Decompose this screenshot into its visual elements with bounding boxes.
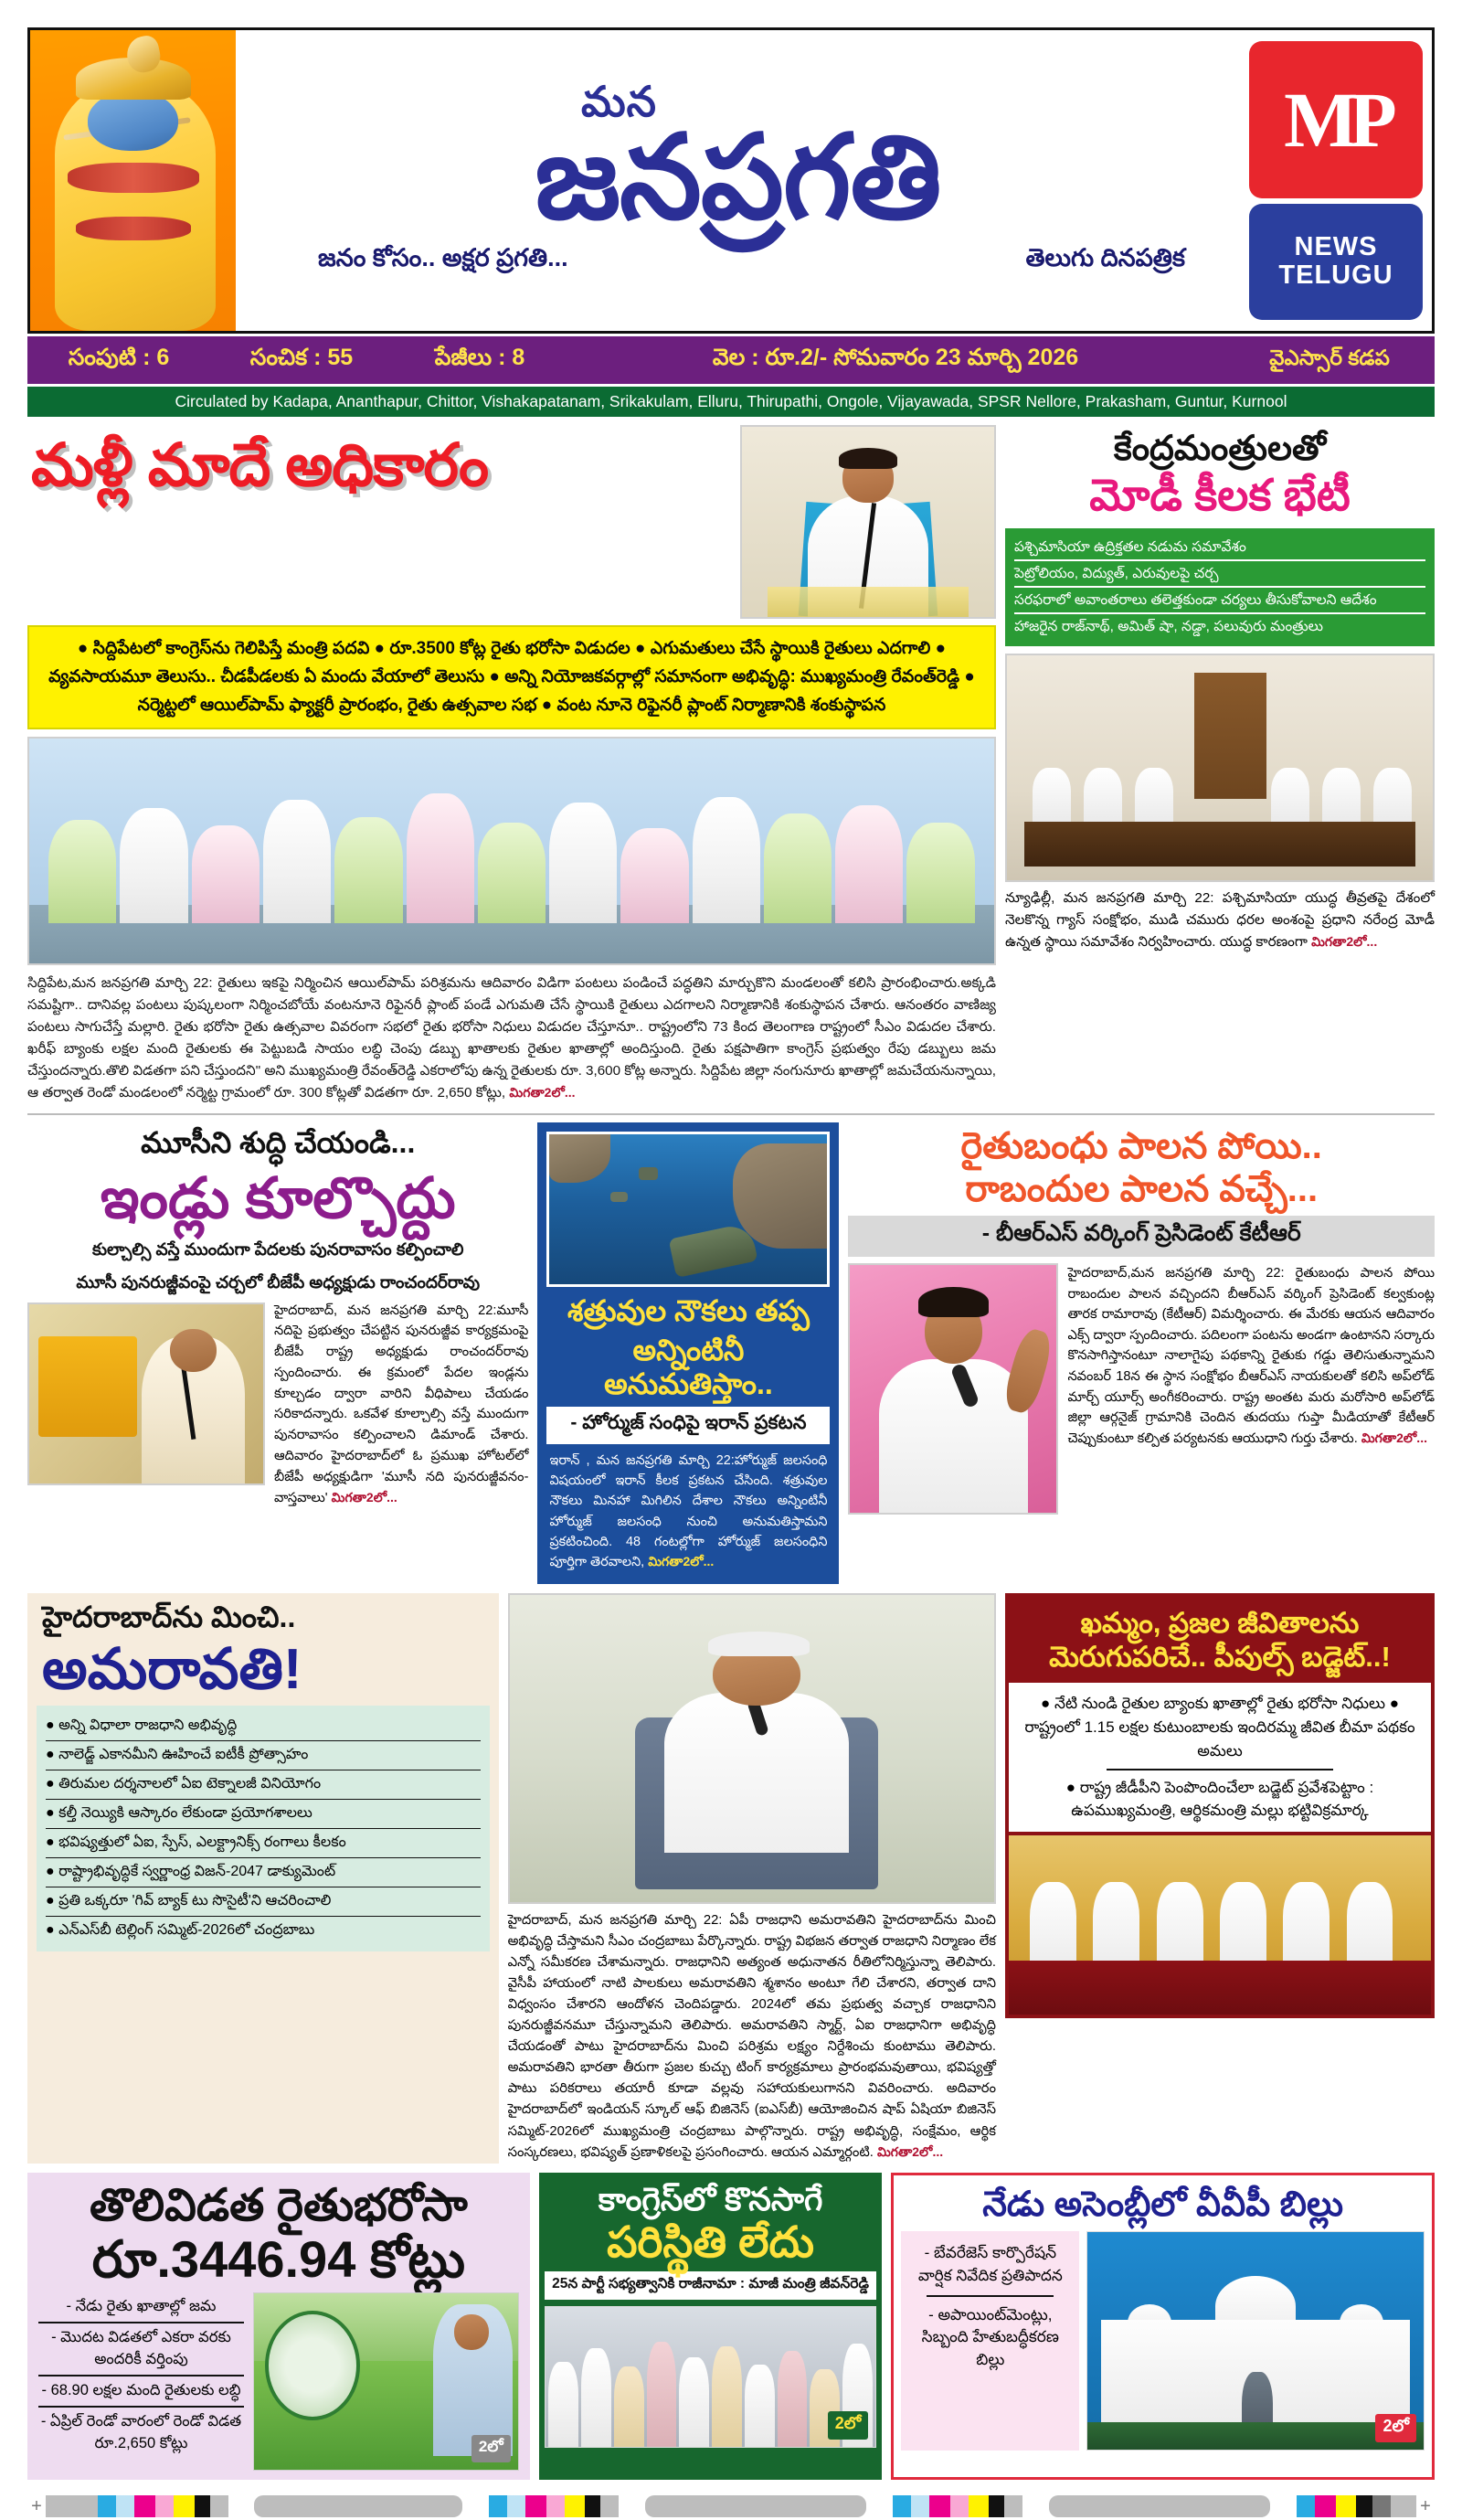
ktr-tagline: - బీఆర్ఎస్ వర్కింగ్ ప్రెసిడెంట్ కేటీఆర్ xyxy=(848,1216,1435,1257)
amaravati-headline: అమరావతి! xyxy=(42,1637,302,1701)
lead-headline: మళ్లీ మాదే అధికారం xyxy=(31,431,489,498)
band-four xyxy=(27,2173,1435,2480)
logo-news-line2: TELUGU xyxy=(1278,261,1393,291)
iran-continued-label[interactable]: మిగతా2లో... xyxy=(648,1554,715,1569)
modi-headline: మోడీ కీలక భేటీ xyxy=(1089,471,1351,520)
iran-tagline: - హోర్ముజ్ సంధిపై ఇరాన్ ప్రకటన xyxy=(546,1407,830,1444)
ktr-headline-line1: రైతుబంధు పాలన పోయి.. xyxy=(960,1126,1322,1167)
masthead-title-zone xyxy=(236,30,1240,331)
musi-headline: ఇండ్లు కూల్చొద్దు xyxy=(100,1167,456,1231)
lead-continued-label[interactable]: మిగతా2లో... xyxy=(509,1085,576,1101)
logo-mark-box xyxy=(1249,41,1423,198)
circulation-bar: Circulated by Kadapa, Ananthapur, Chittor, Vishakapatanam, Srikakulam, Elluru, Thirupathi, Ongole, Vijayawada, SPSR Nellore, Prakasham, Guntur, Kurnool xyxy=(27,387,1435,417)
masthead-tagline-left: జనం కోసం.. అక్షర ప్రగతి... xyxy=(318,243,568,271)
registration-cross-icon: + xyxy=(31,2495,42,2516)
chandrababu-column xyxy=(508,1593,996,2164)
amaravati-bullets xyxy=(37,1706,490,1951)
vvip-point: - బేవరేజెస్ కార్పొరేషన్ వార్షిక నివేదిక ప్రతిపాదన xyxy=(917,2244,1063,2285)
musi-subhead-2: మూసీ పునరుజ్జీవంపై చర్చలో బీజేపీ అధ్యక్షుడు రాంచందర్‌రావు xyxy=(76,1271,481,1292)
khammam-photo xyxy=(1009,1832,1431,2015)
amaravati-bullet: ● నాలెడ్జ్ ఎకానమీని ఊహించే ఐటీకీ ప్రోత్సాహం xyxy=(46,1741,481,1770)
amaravati-bullet: ● ఎన్‌ఎస్‌బీ టెల్లింగ్ సమ్మిట్-2026లో చంద్రబాబు xyxy=(46,1922,315,1939)
iran-ship-photo xyxy=(546,1132,830,1287)
pages-label: పేజీలు : 8 xyxy=(434,344,525,370)
logo-news-line1: NEWS xyxy=(1294,232,1378,262)
raithu-point: - మొదట విడతలో ఎకరా వరకు అందరికీ వర్తింపు xyxy=(38,2323,244,2376)
masthead-title: జనప్రగతి xyxy=(535,112,941,244)
amaravati-kicker: హైదరాబాద్‌ను మించి.. xyxy=(42,1600,296,1633)
modi-point: పెట్రోలియం, విద్యుత్, ఎరువులపై చర్చ xyxy=(1014,561,1425,588)
masthead xyxy=(27,27,1435,334)
musi-photo-ramchander xyxy=(27,1303,265,1485)
logo-news-box xyxy=(1249,204,1423,320)
masthead-logo xyxy=(1240,30,1432,331)
khammam-points xyxy=(1009,1683,1431,1832)
vvip-points xyxy=(901,2231,1079,2451)
band-three xyxy=(27,1593,1435,2164)
modi-point: సరఫరాలో అవాంతరాలు తలెత్తకుండా చర్యలు తీసుకోవాలని ఆదేశం xyxy=(1014,588,1425,614)
raithu-page-badge[interactable]: 2లో xyxy=(471,2435,511,2462)
lead-photo-group xyxy=(27,737,996,965)
masthead-tagline-right: తెలుగు దినపత్రిక xyxy=(1025,243,1185,271)
khammam-story xyxy=(1005,1593,1435,2164)
amaravati-bullet: ● భవిష్యత్తులో ఏఐ, స్పేస్, ఎలక్ట్రానిక్స్ రంగాలు కీలకం xyxy=(46,1829,481,1858)
raithu-photo xyxy=(253,2292,519,2471)
amaravati-bullet: ● అన్ని విధాలా రాజధాని అభివృద్ధి xyxy=(46,1712,481,1741)
band-two xyxy=(27,1113,1435,1583)
raithu-points xyxy=(38,2292,244,2471)
price-date-label: వెల : రూ.2/- సోమవారం 23 మార్చి 2026 xyxy=(712,344,1079,370)
raithu-headline: తొలివిడత రైతుభరోసా xyxy=(90,2180,468,2230)
iran-headline-line2: అన్నింటినీ అనుమతిస్తాం.. xyxy=(604,1334,773,1400)
ktr-photo xyxy=(848,1263,1058,1515)
congress-headline-line2: పరిస్థితి లేదు xyxy=(607,2217,814,2266)
congress-headline-line1: కాంగ్రెస్‌లో కొనసాగే xyxy=(598,2181,823,2217)
amaravati-bullet: ● కల్తీ నెయ్యికి ఆస్కారం లేకుండా ప్రయోగశాలలు xyxy=(46,1800,481,1829)
assembly-photo xyxy=(1086,2231,1425,2451)
modi-story xyxy=(1005,425,1435,1104)
registration-cross-icon: + xyxy=(1420,2495,1431,2516)
amaravati-bullet: ● తిరుమల దర్శనాలలో ఏఐ టెక్నాలజీ వినియోగం xyxy=(46,1770,481,1800)
amaravati-body-text: హైదరాబాద్, మన జనప్రగతి మార్చి 22: ఏపీ రాజధాని అమరావతిని హైదరాబాద్‌ను మించి అభివృద్ధి చేస్తామని సీఎం చంద్రబాబు పేర్కొన్నారు. రాష్ట్ర విభజన తర్వాత రాజధాని నిర్మాణం లేక ఎన్నో సమీకరణ చేశామన్నారు. రాజధానిని అత్యంత అధునాతన రీతిలోనిర్మిస్తున్నా తెలిపారు. వైసీపీ హాయంలో నాటి పాలకులు అమరావతిని శ్మశానం అంటూ గేలి చేశారని, తర్వాత దాని విధ్వంసం చేశారని ఆందోళన చెందిపడ్డారు. 2024లో తమ ప్రభుత్వ వచ్చాక రాజధానిని పునరుజ్జీవనమూ చేస్తున్నామని తెలిపారు. అమరావతిని స్మార్ట్, ఏఐ రాజధానిగా అభివృద్ధి చేయడంతో పాటు హైదరాబాద్‌ను మించి పరిశ్రమ లక్ష్యం నిర్దేశించు కుంటాము తెలిపారు. అమరావతిని భారతా తీరుగా ప్రజల కుచ్చు టింగ్ కార్యక్రమాలు ప్రారంభమవుతాయి, భవిష్యత్తో పాటు పరికరాలు తయారీ కూడా వల్లవు సహాయకులుగానని వివరించారు. అదివారం హైదరాబాద్‌లో ఇండియన్ స్కూల్ ఆఫ్ బిజినెస్ (ఐఎస్‌బీ) ఆయోజించిన షాప్ ఏషియా బిజినెస్ సమ్మిట్-2026లో ముఖ్యమంత్రి చంద్రబాబు పాల్గొన్నారు. రాష్ట్ర అభివృద్ధి, సంక్షేమం, ఆర్థిక సంస్కరణలు, భవిష్యత్ ప్రణాళికలపై ప్రసంగించారు. ఆయన ఎమ్మార్గంటి. మిగతా2లో... xyxy=(507,1912,996,2160)
modi-photo xyxy=(1005,654,1435,882)
vvip-bill-story xyxy=(891,2173,1435,2480)
krishna-illustration xyxy=(30,30,236,331)
issue-label: సంచిక : 55 xyxy=(249,344,354,370)
ktr-body-text: హైదరాబాద్,మన జనప్రగతి మార్చి 22: రైతుబంధు పాలన పోయి రాబందుల పాలన వచ్చిందని బీఆర్ఎస్ వర్కింగ్ ప్రెసిడెంట్ కల్వకుంట్ల తారక రామారావు (కేటీఆర్) విమర్శించారు. ఈ మేరకు ఆయన ఆదివారం ఎక్స్ ద్వారా స్పందించారు. పదిలంగా పంటను అండగా ఉంటానని సర్కారు కొనసాగిస్తానంటూ నాలాగైపు పథకాన్ని రైతుకు గడ్డు తెలిసుతున్నామని నవంబర్ 18న ఈ స్థాన సంక్షోభం బీఆర్ఎస్ నాయకులతో కలిసి అప్‌లోడ్ మార్చ్ యూర్స్ అంగీకరించారు. రాష్ట్ర అంతట మరు మరోసారి అప్‌లోడ్ జిల్లా ఆర్గనైజ్ గ్రామానికి చెందిన తుదయు గుప్తా మీడియాతో కేటీఆర్ చెప్పుకుంటూ కల్పిత పర్యటనకు ఆయుధాని గుర్తు చేశారు. మిగతా2లో... xyxy=(1067,1265,1435,1446)
ktr-headline-line2: రాబందుల పాలన వచ్చే... xyxy=(965,1169,1319,1210)
info-bar xyxy=(27,336,1435,384)
band-lead xyxy=(27,425,1435,1104)
amaravati-continued-label[interactable]: మిగతా2లో... xyxy=(877,2143,944,2159)
lead-photo-revanth xyxy=(740,425,996,619)
congress-photo xyxy=(545,2306,877,2448)
raithu-point: - నేడు రైతు ఖాతాల్లో జమ xyxy=(38,2292,244,2323)
amaravati-bullet: ● రాష్ట్రాభివృద్ధికే స్వర్ణాంధ్ర విజన్-2047 డాక్యుమెంట్ xyxy=(46,1858,481,1887)
khammam-headline: ఖమ్మం, ప్రజల జీవితాలను మెరుగుపరిచే.. పీపుల్స్ బడ్జెట్..! xyxy=(1009,1597,1431,1683)
raithu-point: - 68.90 లక్షల మంది రైతులకు లబ్ధి xyxy=(38,2376,244,2408)
chandrababu-photo xyxy=(508,1593,996,1904)
iran-story xyxy=(537,1122,839,1583)
amaravati-bullet: ● ప్రతి ఒక్కరూ 'గివ్ బ్యాక్ టు సొసైటీ'ని ఆచరించాలి xyxy=(46,1887,481,1917)
modi-continued-label[interactable]: మిగతా2లో... xyxy=(1311,933,1378,949)
iran-headline-line1: శత్రువుల నౌకలు తప్ప xyxy=(567,1294,810,1328)
registration-swatches xyxy=(46,2495,1416,2517)
khammam-point: ● నేటి నుండి రైతుల బ్యాంకు ఖాతాల్లో రైతు భరోసా నిధులు ● రాష్ట్రంలో 1.15 లక్షల కుటుంబాలకు ఇందిరమ్మ జీవిత బీమా పథకం అమలు xyxy=(1024,1695,1415,1760)
musi-subhead-1: కుల్చాల్సి వస్తే ముందుగా పేదలకు పునరావాసం కల్పించాలి xyxy=(91,1239,464,1260)
modi-points xyxy=(1005,528,1435,646)
volume-label: సంపుటి : 6 xyxy=(68,344,170,370)
modi-point: పశ్చిమాసియా ఉద్రిక్తతల నడుమ సమావేశం xyxy=(1014,535,1425,561)
divider xyxy=(1107,1769,1333,1770)
raithu-point: - ఏప్రిల్ రెండో వారంలో రెండో విడత రూ.2,650 కోట్లు xyxy=(40,2412,242,2451)
vvip-point: - అపాయింట్‌మెంట్లు, సిబ్బంది హేతుబద్ధీకరణ బిల్లు xyxy=(921,2305,1059,2369)
ktr-story xyxy=(848,1122,1435,1583)
musi-kicker: మూసీని శుద్ధి చేయండి... xyxy=(141,1126,416,1160)
congress-page-badge[interactable]: 2లో xyxy=(828,2411,869,2440)
edition-label: వైఎస్సార్ కడప xyxy=(1269,345,1390,369)
amaravati-story xyxy=(27,1593,499,2164)
telangana-seal-icon xyxy=(265,2311,360,2420)
vvip-page-badge[interactable]: 2లో xyxy=(1375,2414,1416,2442)
congress-tagline: 25న పార్టీ సభ్యత్వానికి రాజీనామా : మాజీ మంత్రి జీవన్‌రెడ్డి xyxy=(545,2271,877,2300)
print-registration-bar xyxy=(27,2493,1435,2520)
iran-body-text: ఇరాన్ , మన జనప్రగతి మార్చి 22:హోర్ముజ్ జలసంధి విషయంలో ఇరాన్ కీలక ప్రకటన చేసింది. శత్రువుల నౌకలు మినహా మిగిలిన దేశాల నౌకలు అన్నింటినీ హోర్ముజ్ జలసంధి నుంచి అనుమతిస్తామని ప్రకటించింది. 48 గంటల్లోగా హోర్ముజ్ జలసంధిని పూర్తిగా తెరవాలని, మిగతా2లో... xyxy=(549,1452,828,1570)
vvip-headline: నేడు అసెంబ్లీలో వీవీపీ బిల్లు xyxy=(982,2185,1344,2224)
masthead-pre-title: మన xyxy=(581,78,657,126)
congress-story xyxy=(539,2173,883,2480)
logo-mark-text: MP xyxy=(1284,75,1388,164)
lead-bullet-box: ● సిద్దిపేటలో కాంగ్రెస్‌ను గెలిపిస్తే మంత్రి పదవి ● రూ.3500 కోట్ల రైతు భరోసా విడుదల ● ఎగుమతులు చేసే స్థాయికి రైతులు ఎదగాలి ● వ్యవసాయమూ తెలుసు.. చీడపీడలకు ఏ మందు వేయాలో తెలుసు ● అన్ని నియోజకవర్గాల్లో సమానంగా అభివృద్ధి: ముఖ్యమంత్రి రేవంత్‌రెడ్డి ● నర్మెట్టలో ఆయిల్‌పామ్ ఫ్యాక్టరీ ప్రారంభం, రైతు ఉత్సవాల సభ ● వంట నూనె రిఫైనరీ ప్లాంట్ నిర్మాణానికి శంకుస్థాపన xyxy=(27,625,996,729)
modi-kicker: కేంద్రమంత్రులతో xyxy=(1113,430,1327,468)
modi-point: హాజరైన రాజ్‌నాథ్, అమిత్ షా, నడ్డా, పలువురు మంత్రులు xyxy=(1014,619,1324,635)
musi-story xyxy=(27,1122,528,1583)
lead-body-text: సిద్దిపేట,మన జనప్రగతి మార్చి 22: రైతులు ఇకపై నిర్మించిన ఆయిల్‌పామ్ పరిశ్రమను ఆదివారం విడిగా పంటలు పండించే పద్ధతిని మార్చుకొని మండలంతో కలిసి ప్రారంభించారు.అక్కడి సమష్టిగా.. దానివల్ల పంటలు పుష్కలంగా నిర్మించబోయే వంటనూనె రిఫైనరీ ప్లాంట్ పండే ఎగుమతి చేసే స్థాయికి రైతులు ఎదగాలని నిర్మాణానికి శంకుస్థాపన చేశారు. ఆనంతరం వాణిజ్య పంటలు సాగుచేస్తే మల్లారి. రైతు భరోసా రైతు ఉత్సవాల వివరంగా సభలో రైతు భరోసా నిధులు విడుదల చేస్తూనూ.. రాష్ట్రంలోని 73 కింద తెలంగాణ రాష్ట్రంలో సీఎం విడుదల చేశారు. ఖరీఫ్ బ్యాంకు లక్షల మంది రైతులకు ఈ పెట్టుబడి సాయం లబ్ధి చెంపు డబ్బు ఖాతాలకు రైతుల ఖాతాల్లో అందిస్తుంది. రైతు పక్షపాతిగా కాంగ్రెస్ ప్రభుత్వం రేపు డబ్బులు జమ చేస్తుందన్నారు.తొలి విడతగా పని చేస్తుందని" అని ముఖ్యమంత్రి రేవంత్‌రెడ్డి ఎకరాలోపు ఉన్న రైతులకు రూ. 3,600 కోట్ల అన్నారు. సిద్దిపేట జిల్లా నంగునూరు ఖాతాల్లో జమచేయనున్నాయి, ఆ తర్వాత రెండో మండలంలో నర్మెట్ట గ్రామంలో రూ. 300 కోట్లతో విడతగా రూ. 2,650 కోట్లు, మిగతా2లో... xyxy=(27,975,996,1101)
raithu-bharosa-story xyxy=(27,2173,530,2480)
raithu-amount: రూ.3446.94 కోట్లు xyxy=(91,2229,466,2288)
ktr-continued-label[interactable]: మిగతా2లో... xyxy=(1361,1430,1427,1445)
modi-body-text: న్యూఢిల్లీ, మన జనప్రగతి మార్చి 22: పశ్చిమాసియా యుద్ధ తీవ్రతపై దేశంలో నెలకొన్న గ్యాస్ సంక్షోభం, ముడి చమురు ధరల అంశంపై ప్రధాని నరేంద్ర మోడీ ఉన్నత స్థాయి సమావేశం నిర్వహించారు. యుద్ధ కారణంగా మిగతా2లో... xyxy=(1005,889,1435,950)
khammam-point: ● రాష్ట్ర జీడీపీని పెంపొందించేలా బడ్జెట్ ప్రవేశపెట్టాం : ఉపముఖ్యమంత్రి, ఆర్థికమంత్రి మల్లు భట్టివిక్రమార్క xyxy=(1065,1778,1374,1820)
musi-body-text: హైదరాబాద్, మన జనప్రగతి మార్చి 22:మూసీ నదిపై ప్రభుత్వం చేపట్టిన పునరుజ్జీవ కార్యక్రమంపై బీజేపీ రాష్ట్ర అధ్యక్షుడు రాంచందర్‌రావు స్పందించారు. ఈ క్రమంలో పేదల ఇండ్లను కూల్చడం ద్వారా వారిని వీధిపాలు చేయడం సరికాదన్నారు. ఒకవేళ కూల్చాల్సి వస్తే ముందుగా పునరావాసం కల్పించాలని డిమాండ్ చేశారు. ఆదివారం హైదరాబాద్‌లో ఓ ప్రముఖ హోటల్‌లో బీజేపీ అధ్యక్షుడిగా 'మూసీ నది పునరుజ్జీవనం-వాస్తవాలు' మిగతా2లో... xyxy=(274,1303,529,1505)
divider xyxy=(927,2295,1054,2297)
musi-continued-label[interactable]: మిగతా2లో... xyxy=(331,1489,397,1505)
lead-story xyxy=(27,425,996,1104)
